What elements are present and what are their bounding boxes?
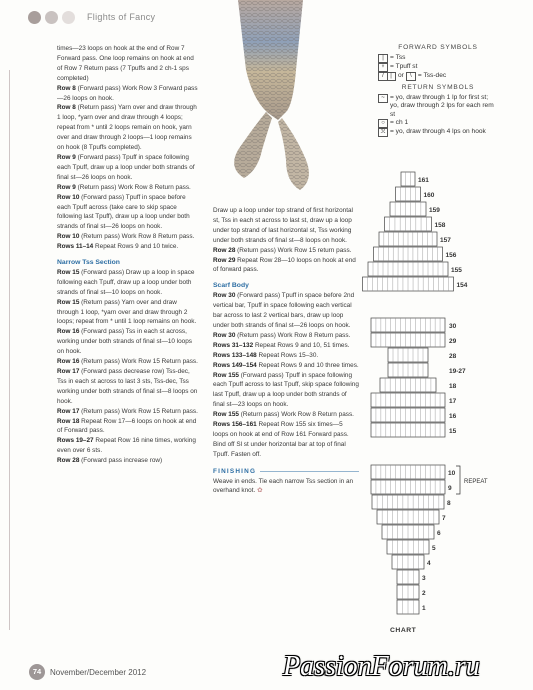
row-instruction: Rows 11–14 Repeat Rows 9 and 10 twice. [57,243,179,251]
repeat-label: REPEAT [464,479,488,485]
row-number-label: 3 [422,575,426,582]
row-number-label: 154 [456,282,468,289]
row-number-label: 158 [434,222,446,229]
chart-row [390,202,426,216]
row-number-label: 9 [448,485,452,492]
header-dot-3 [62,11,75,24]
section-heading: Scarf Body [213,282,249,290]
legend-row: ♆ = Tpuff st [378,63,498,72]
row-instruction: Row 15 (Return pass) Yarn over and draw through 1 loop, *yarn over and draw through 2 loops; repeat from * until 1 loop remains on hook. [57,298,197,326]
return-tilde-icon: ~ [378,94,388,103]
chart-row [371,423,445,437]
row-instruction: Row 16 (Forward pass) Tss in each st across, working under both strands of final st—10 loops on hook. [57,328,192,356]
row-number-label: 157 [440,237,451,244]
row-number-label: 30 [449,323,457,330]
legend-row: ℛ = yo, draw through 4 lps on hook [378,128,498,137]
row-instruction: Row 8 (Forward pass) Work Row 3 Forward pass—26 loops on hook. [57,84,198,102]
chart-row [371,393,445,407]
row-instruction: Rows 19–27 Repeat Row 16 nine times, working even over 6 sts. [57,437,196,455]
row-instruction: Row 17 (Return pass) Work Row 15 Return pass. [57,407,198,415]
stitch-chart [360,160,530,640]
chart-row [371,480,445,494]
tss-dec-left-icon: | [387,72,396,81]
paragraph: times—23 loops on hook at the end of Row 7 Forward pass. One loop remains on hook at end of Row 7 Return pass (7 Tpuffs and 2 ch-1 sps completed) [57,45,194,82]
row-number-label: 160 [423,192,435,199]
section-heading: Narrow Tss Section [57,259,120,267]
row-number-label: 15 [449,428,457,435]
row-instruction: Row 15 (Forward pass) Draw up a loop in space following each Tpuff, draw up a loop under both strands of final st—10 loops on hook. [57,268,195,296]
row-instruction: Row 10 (Forward pass) Tpuff in space before each Tpuff across (take care to skip space following last Tpuff), draw up a loop under both strands of final st—26 loops on hook. [57,193,190,231]
row-number-label: 16 [449,413,457,420]
header-dot-2 [45,11,58,24]
chain-icon: ○ [378,119,388,128]
row-number-label: 159 [429,207,440,214]
row-instruction: Rows 31–132 Repeat Rows 9 and 10, 51 times. [213,341,350,349]
row-number-label: 2 [422,590,426,597]
row-instruction: Row 155 (Forward pass) Tpuff in space following each Tpuff across to last Tpuff, skip space following last Tpuff, draw up a loop under both strands of final st—23 loops on hook. [213,371,359,409]
row-instruction: Row 10 (Return pass) Work Row 8 Return pass. [57,233,195,241]
chart-row [371,318,445,332]
forward-symbols-title: FORWARD SYMBOLS [398,44,478,51]
instructions-column-2 [213,206,359,496]
page-footer [29,664,146,680]
chart-label: CHART [390,627,417,634]
watermark: PassionForum.ru [283,651,480,682]
row-number-label: 5 [432,545,436,552]
paragraph: Bind off Sl st under horizontal bar at top of final Tpuff. Fasten off. [213,440,346,458]
row-instruction: Rows 156–161 Repeat Row 155 six times—5 loops on hook at end of Row 161 Forward pass. [213,421,349,438]
chart-row [380,378,436,392]
row-number-label: 161 [418,177,429,184]
draw-4-icon: ℛ [378,128,388,137]
flower-icon: ✿ [257,487,263,495]
margin-rule [9,70,10,630]
row-number-label: 8 [447,500,451,507]
symbol-legend [378,43,498,137]
legend-row: ~ = yo, draw through 1 lp for first st; yo, draw through 2 lps for each rem st [378,94,498,119]
paragraph: Weave in ends. Tie each narrow Tss section in an overhand knot. ✿ [213,477,354,495]
return-symbols-title: RETURN SYMBOLS [401,84,475,91]
row-instruction: Row 9 (Forward pass) Tpuff in space following each Tpuff, draw up a loop under both strands of final st—26 loops on hook. [57,153,195,181]
chart-row [371,408,445,422]
tpuff-symbol-icon: ♆ [378,63,388,72]
row-instruction: Row 9 (Return pass) Work Row 8 Return pass. [57,183,191,191]
page-number: 74 [29,664,45,680]
tss-symbol-icon: | [378,54,388,63]
row-instruction: Row 16 (Return pass) Work Row 15 Return pass. [57,358,198,366]
row-instruction: Rows 133–148 Repeat Rows 15–30. [213,351,319,359]
row-instruction: Row 155 (Return pass) Work Row 8 Return pass. [213,411,354,419]
row-number-label: 7 [442,515,446,522]
row-instruction: Rows 149–154 Repeat Rows 9 and 10 three times. [213,361,359,369]
row-number-label: 155 [451,267,462,274]
chart-row [396,187,421,201]
chart-row [371,333,445,347]
legend-row: ○ = ch 1 [378,119,498,128]
row-number-label: 4 [427,560,431,567]
chart-row [385,217,432,231]
row-instruction: Row 29 Repeat Row 28—10 loops on hook at end of forward pass. [213,256,356,274]
row-number-label: 1 [422,605,426,612]
row-number-label: 18 [449,383,457,390]
legend-row: | = Tss [378,54,498,63]
issue-date: November/December 2012 [50,667,147,677]
row-number-label: 10 [448,470,456,477]
paragraph: Draw up a loop under top strand of first horizontal st, Tss in each st across to last st, draw up a loop under top strand of last horizontal st, Tss working under both strands of final st—8 loops on hook. [213,207,353,244]
header-title: Flights of Fancy [87,12,156,22]
row-instruction: Row 18 Repeat Row 17—6 loops on hook at end of Forward pass. [57,417,197,435]
row-number-label: 17 [449,398,457,405]
row-number-label: 28 [449,353,457,360]
row-instruction: Row 8 (Return pass) Yarn over and draw through 1 loop, *yarn over and draw through 4 loops; repeat from * until 2 loops remain on hook, yarn over and draw through 2 loops—1 loop remains on hook (8 Tpuffs completed). [57,104,197,152]
tss-dec-left-icon: / [378,72,388,81]
row-instruction: Row 30 (Forward pass) Tpuff in space before 2nd vertical bar, Tpuff in space following each vertical bar across to last 2 vertical bars, draw up loop under both strands of final st—26 loops on hook. [213,292,355,329]
row-number-label: 29 [449,338,457,345]
chart-row [371,465,445,479]
header-dot-1 [28,11,41,24]
row-instruction: Row 17 (Forward pass decrease row) Tss-dec, Tss in each st across to last 3 sts, Tss-dec, Tss working under both strands of final st—8 loops on hook. [57,368,198,405]
row-number-label: 19-27 [449,368,466,375]
row-instruction: Row 28 (Forward pass increase row) [57,457,163,465]
legend-row: / | or \ = Tss-dec [378,72,498,81]
instructions-column-1 [57,44,199,466]
scarf-photo [198,0,356,200]
finishing-heading: FINISHING [213,467,359,477]
tss-dec-right-icon: \ [406,72,416,81]
row-instruction: Row 30 (Return pass) Work Row 8 Return pass. [213,331,351,339]
row-number-label: 6 [437,530,441,537]
chart-row [401,172,415,186]
row-instruction: Row 28 (Return pass) Work Row 15 return pass. [213,246,352,254]
page-header [28,8,155,26]
repeat-bracket [456,466,460,494]
row-number-label: 156 [445,252,457,259]
